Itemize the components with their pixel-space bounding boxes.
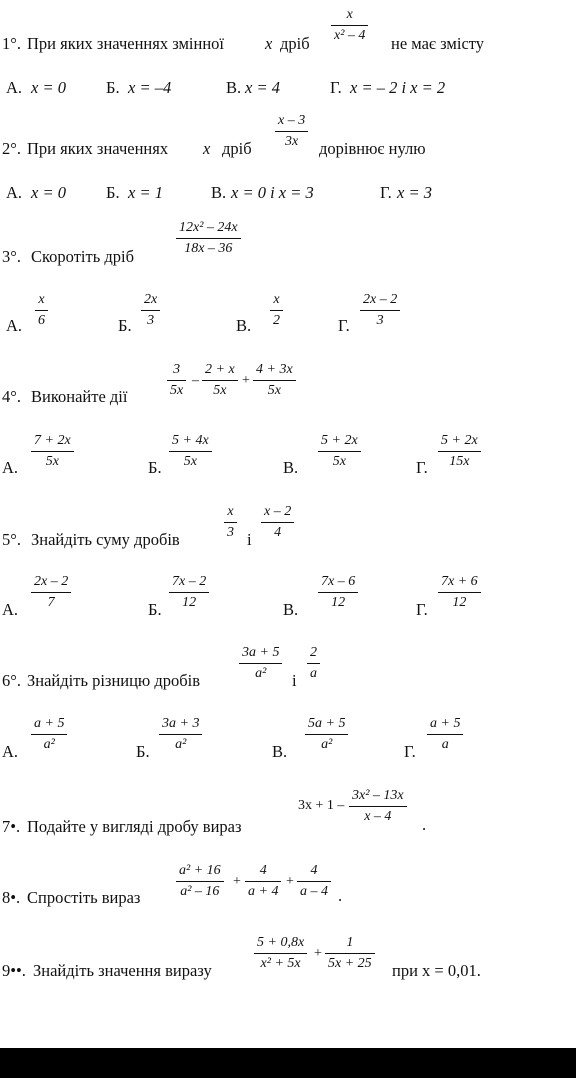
q2-option-b: x = 1 (128, 183, 163, 202)
q8-term-3: 4 a – 4 (297, 864, 331, 899)
q3-option-a-label: А. (6, 316, 23, 335)
q5-conj: і (247, 530, 252, 549)
q2-fraction: x – 3 3x (275, 114, 308, 149)
q8-term-2: 4 a + 4 (245, 864, 281, 899)
q6-text: Знайдіть різницю дробів (27, 671, 201, 690)
q4-option-c-label: В. (283, 458, 299, 477)
q5-option-d-label: Г. (416, 600, 428, 619)
q1-option-b-label: Б. (106, 78, 120, 97)
q5-option-c-label: В. (283, 600, 299, 619)
q6-option-b-label: Б. (136, 742, 150, 761)
q2-option-a-label: А. (6, 183, 23, 202)
q4-option-a-label: А. (2, 458, 19, 477)
q3-option-a: x 6 (35, 293, 48, 328)
q8-text: Спростіть вираз (27, 888, 141, 907)
q4-term-3: 4 + 3x 5x (253, 363, 296, 398)
q4-option-c: 5 + 2x 5x (318, 434, 361, 469)
q5-text: Знайдіть суму дробів (31, 530, 180, 549)
q9-op-plus: + (314, 946, 322, 961)
q7-fraction: 3x² – 13x x – 4 (349, 789, 407, 824)
q7-text: Подайте у вигляді дробу вираз (27, 817, 242, 836)
bottom-black-bar (0, 1048, 576, 1078)
q2-text: При яких значеннях (27, 139, 169, 158)
q1-word: дріб (280, 34, 310, 53)
q5-option-d: 7x + 6 12 (438, 575, 481, 610)
q8-number: 8•. (2, 888, 21, 907)
q2-option-d-label: Г. (380, 183, 392, 202)
q5-fraction-1: x 3 (224, 505, 237, 540)
q4-option-d-label: Г. (416, 458, 428, 477)
q6-option-a-label: А. (2, 742, 19, 761)
q9-term-2: 1 5x + 25 (325, 936, 375, 971)
q7-prefix: 3x + 1 – (298, 798, 345, 813)
q4-text: Виконайте дії (31, 387, 128, 406)
q1-number: 1°. (2, 34, 21, 53)
q3-option-b-label: Б. (118, 316, 132, 335)
q5-number: 5°. (2, 530, 21, 549)
q1-var: x (265, 34, 273, 53)
q1-text: При яких значеннях змінної (27, 34, 224, 53)
q4-option-a: 7 + 2x 5x (31, 434, 74, 469)
q6-option-d-label: Г. (404, 742, 416, 761)
q4-term-1: 3 5x (167, 363, 186, 398)
q6-conj: і (292, 671, 297, 690)
q5-option-c: 7x – 6 12 (318, 575, 358, 610)
q3-option-d: 2x – 2 3 (360, 293, 400, 328)
q2-option-b-label: Б. (106, 183, 120, 202)
q6-option-a: a + 5 a² (31, 717, 67, 752)
q6-fraction-1: 3a + 5 a² (239, 646, 282, 681)
q6-option-d: a + 5 a (427, 717, 463, 752)
q5-fraction-2: x – 2 4 (261, 505, 294, 540)
q1-option-a: x = 0 (31, 78, 66, 97)
q9-number: 9••. (2, 961, 26, 980)
q2-word: дріб (222, 139, 252, 158)
q9-tail: при x = 0,01. (392, 961, 481, 980)
q1-option-b: x = –4 (128, 78, 172, 97)
q5-option-b: 7x – 2 12 (169, 575, 209, 610)
q8-term-1: a² + 16 a² – 16 (176, 864, 224, 899)
q7-number: 7•. (2, 817, 21, 836)
q1-tail: не має змісту (391, 34, 485, 53)
q4-number: 4°. (2, 387, 21, 406)
q2-number: 2°. (2, 139, 21, 158)
q4-option-d: 5 + 2x 15x (438, 434, 481, 469)
q1-option-c-label: В. (226, 78, 242, 97)
q2-var: x (203, 139, 211, 158)
q6-option-c: 5a + 5 a² (305, 717, 348, 752)
q6-fraction-2: 2 a (307, 646, 320, 681)
q3-number: 3°. (2, 247, 21, 266)
q1-option-d: x = – 2 і x = 2 (350, 78, 446, 97)
q4-op-plus: + (242, 373, 250, 388)
q3-fraction: 12x² – 24x 18x – 36 (176, 221, 241, 256)
q4-term-2: 2 + x 5x (202, 363, 238, 398)
q9-term-1: 5 + 0,8x x² + 5x (254, 936, 307, 971)
q3-text: Скоротіть дріб (31, 247, 134, 266)
q2-option-a: x = 0 (31, 183, 66, 202)
q4-option-b: 5 + 4x 5x (169, 434, 212, 469)
q3-option-d-label: Г. (338, 316, 350, 335)
q7-end: . (422, 815, 427, 834)
q8-end: . (338, 886, 343, 905)
q5-option-a-label: А. (2, 600, 19, 619)
q2-tail: дорівнює нулю (319, 139, 426, 158)
q6-option-b: 3a + 3 a² (159, 717, 202, 752)
q5-option-b-label: Б. (148, 600, 162, 619)
q1-option-c: x = 4 (245, 78, 280, 97)
q6-option-c-label: В. (272, 742, 288, 761)
q1-option-a-label: А. (6, 78, 23, 97)
q3-option-c-label: В. (236, 316, 252, 335)
q4-op-minus: – (192, 373, 199, 388)
q8-op-plus-1: + (233, 874, 241, 889)
q8-op-plus-2: + (286, 874, 294, 889)
q5-option-a: 2x – 2 7 (31, 575, 71, 610)
q2-option-c-label: В. (211, 183, 227, 202)
q4-option-b-label: Б. (148, 458, 162, 477)
q1-fraction: x x² – 4 (331, 8, 368, 43)
q3-option-c: x 2 (270, 293, 283, 328)
q2-option-d: x = 3 (397, 183, 432, 202)
q6-number: 6°. (2, 671, 21, 690)
q9-text: Знайдіть значення виразу (33, 961, 212, 980)
q1-option-d-label: Г. (330, 78, 342, 97)
q2-option-c: x = 0 і x = 3 (231, 183, 314, 202)
q3-option-b: 2x 3 (141, 293, 160, 328)
